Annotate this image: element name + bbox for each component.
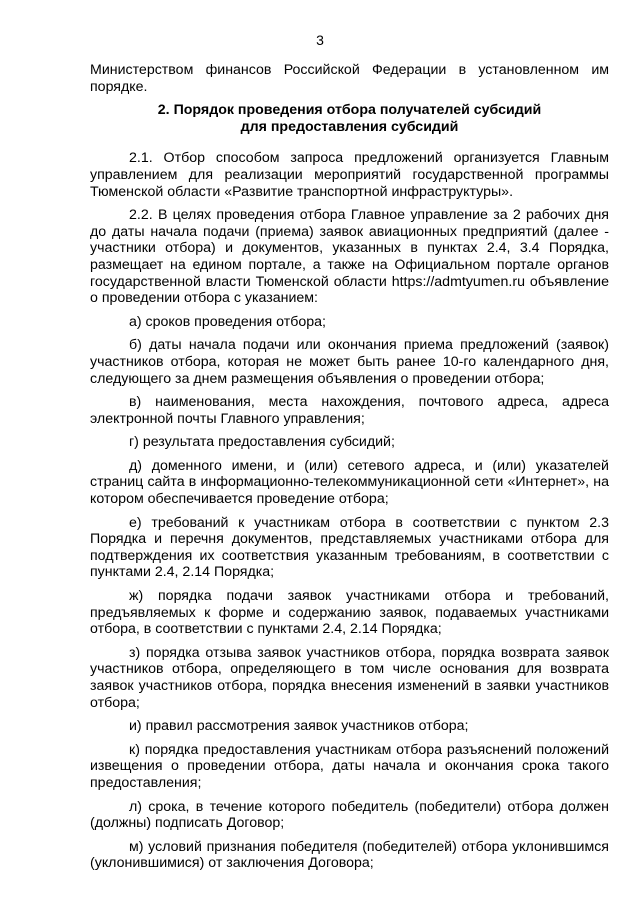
list-item-e: е) требований к участникам отбора в соответствии с пунктом 2.3 Порядка и перечня документов, представляемых участниками отбора для подтверждения их соответствия указанным требованиям, в соответствии с пунктами 2.4, 2.14 Порядка; <box>90 514 609 581</box>
paragraph-2-1: 2.1. Отбор способом запроса предложений организуется Главным управлением для реализации мероприятий государственной программы Тюменской области «Развитие транспортной инфраструктуры». <box>90 150 609 200</box>
list-item-l: л) срока, в течение которого победитель (победители) отбора должен (должны) подписать Договор; <box>90 798 609 832</box>
section-heading <box>90 102 609 135</box>
list-item-d: д) доменного имени, и (или) сетевого адреса, и (или) указателей страниц сайта в информационно-телекоммуникационной сети «Интернет», на котором обеспечивается проведение отбора; <box>90 457 609 508</box>
list-item-v: в) наименования, места нахождения, почтового адреса, адреса электронной почты Главного управления; <box>90 394 609 427</box>
document-body <box>90 62 609 879</box>
list-item-a: а) сроков проведения отбора; <box>129 313 326 330</box>
list-item-b: б) даты начала подачи или окончания приема предложений (заявок) участников отбора, которая не может быть ранее 10-го календарного дня, следующего за днем размещения объявления о проведении отбора; <box>90 337 609 387</box>
section-heading-line-1: 2. Порядок проведения отбора получателей субсидий <box>157 102 542 119</box>
list-item-g: г) результата предоставления субсидий; <box>129 434 395 451</box>
list-item-z: з) порядка отзыва заявок участников отбора, порядка возврата заявок участников отбора, определяющего в том числе основания для возврата заявок участников отбора, порядка внесения изменений в заявки участников отбора; <box>90 644 609 711</box>
paragraph-2-2: 2.2. В целях проведения отбора Главное управление за 2 рабочих дня до даты начала подачи (приема) заявок авиационных предприятий (далее - участники отбора) и документов, указанных в пунктах 2.4, 3.4 Порядка, размещает на едином портале, а также на Официальном портале органов государственной власти Тюменской области https://admtyumen.ru объявление о проведении отбора с указанием: <box>90 207 609 307</box>
list-item-zh: ж) порядка подачи заявок участниками отбора и требований, предъявляемых к форме и содержанию заявок, подаваемых участниками отбора, в соответствии с пунктами 2.4, 2.14 Порядка; <box>90 588 609 638</box>
list-item-i: и) правил рассмотрения заявок участников отбора; <box>129 718 469 735</box>
section-heading-line-2: для предоставления субсидий <box>240 118 459 135</box>
list-item-m: м) условий признания победителя (победителей) отбора уклонившимся (уклонившимися) от заключения Договора; <box>90 838 609 872</box>
list-item-k: к) порядка предоставления участникам отбора разъяснений положений извещения о проведении отбора, даты начала и окончания срока такого предоставления; <box>90 741 609 791</box>
intro-paragraph: Министерством финансов Российской Федерации в установленном им порядке. <box>90 62 609 95</box>
page-number: 3 <box>316 32 324 48</box>
